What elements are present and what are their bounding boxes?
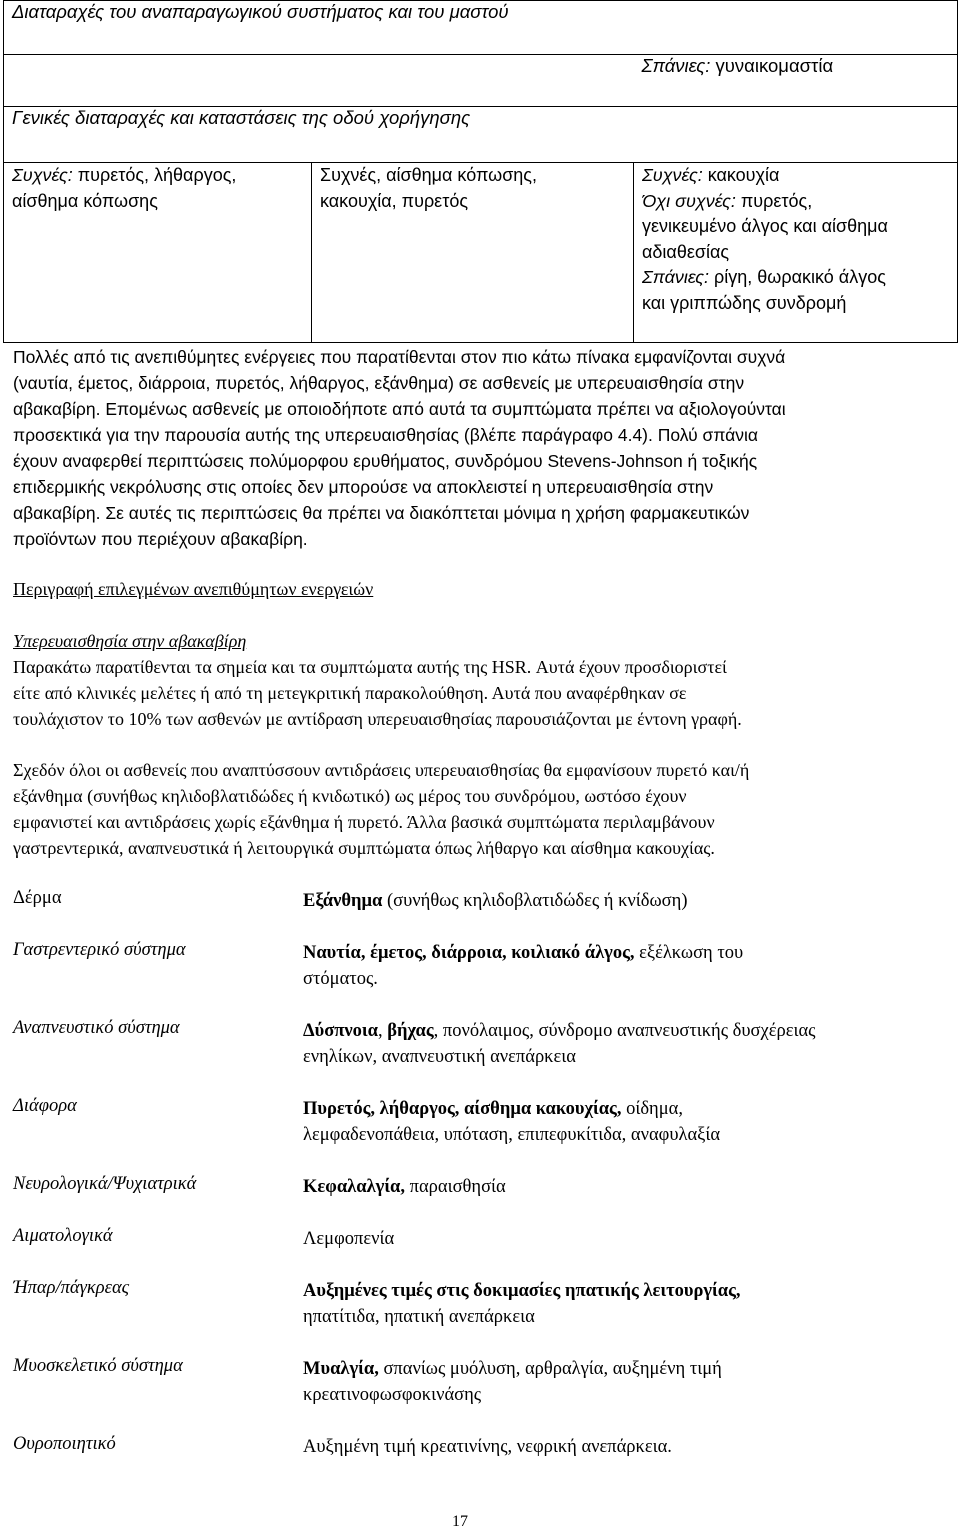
system-label: Αιματολογικά (13, 1226, 113, 1246)
general-disorders-title: Γενικές διαταραχές και καταστάσεις της οδού χορήγησης (4, 107, 958, 163)
general-col2-cell: Συχνές, αίσθημα κόπωσης, κακουχία, πυρετός (312, 163, 634, 343)
symptom-desc: Πυρετός, λήθαργος, αίσθημα κακουχίας, οίδημα, λεμφαδενοπάθεια, υπόταση, επιπεφυκίτιδα, αναφυλαξία (303, 1099, 721, 1145)
system-label: Ήπαρ/πάγκρεας (13, 1278, 130, 1298)
system-label: Διάφορα (13, 1096, 77, 1116)
general-col3-cell: Συχνές: κακουχία Όχι συχνές: πυρετός, γενικευμένο άλγος και αίσθημα αδιαθεσίας Σπάνιες: ρίγη, θωρακικό άλγος και γριππώδης συνδρομή (634, 163, 958, 343)
hsr-paragraph: Παρακάτω παρατίθενται τα σημεία και τα συμπτώματα αυτής της HSR. Αυτά έχουν προσδιοριστεί είτε από κλινικές μελέτες ή από τη μετεγκριτική παρακολούθηση. Αυτά που αναφέρθηκαν σε τουλάχιστον το 10% των ασθενών με αντίδραση υπερευαισθησίας παρουσιάζονται με έντονη γραφή. (13, 657, 742, 729)
system-label: Γαστρεντερικό σύστημα (13, 940, 186, 960)
system-label: Δέρμα (13, 888, 62, 908)
symptom-desc: Εξάνθημα (συνήθως κηλιδοβλατιδώδες ή κνίδωση) (303, 891, 688, 911)
symptom-desc: Μυαλγία, σπανίως μυόλυση, αρθραλγία, αυξημένη τιμή κρεατινοφωσφοκινάσης (303, 1359, 722, 1405)
hsr-heading: Υπερευαισθησία στην αβακαβίρη (13, 631, 247, 651)
system-label: Μυοσκελετικό σύστημα (13, 1356, 183, 1376)
adverse-reactions-table (3, 0, 958, 343)
gynecomastia-cell: Σπάνιες: γυναικομαστία (634, 55, 958, 107)
system-label: Αναπνευστικό σύστημα (13, 1018, 180, 1038)
symptom-desc: Αυξημένες τιμές στις δοκιμασίες ηπατικής λειτουργίας, ηπατίτιδα, ηπατική ανεπάρκεια (303, 1281, 741, 1327)
symptom-desc: Δύσπνοια, βήχας, πονόλαιμος, σύνδρομο αναπνευστικής δυσχέρειας ενηλίκων, αναπνευστική ανεπάρκεια (303, 1021, 816, 1067)
symptom-desc: Αυξημένη τιμή κρεατινίνης, νεφρική ανεπάρκεια. (303, 1437, 672, 1457)
general-col1-cell: Συχνές: πυρετός, λήθαργος, αίσθημα κόπωσης (4, 163, 312, 343)
almost-all-paragraph: Σχεδόν όλοι οι ασθενείς που αναπτύσσουν αντιδράσεις υπερευαισθησίας θα εμφανίσουν πυρετό και/ή εξάνθημα (συνήθως κηλιδοβλατιδώδες ή κνιδωτικό) ως μέρος του συνδρόμου, ωστόσο έχουν εμφανιστεί και αντιδράσεις χωρίς εξάνθημα ή πυρετό. Άλλα βασικά συμπτώματα περιλαμβάνουν γαστρεντερικά, αναπνευστικά ή λειτουργικά συμπτώματα όπως λήθαργο και αίσθημα κακουχίας. (13, 760, 750, 858)
symptom-desc: Κεφαλαλγία, παραισθησία (303, 1177, 506, 1197)
symptom-desc: Λεμφοπενία (303, 1229, 395, 1249)
system-label: Νευρολογικά/Ψυχιατρικά (13, 1174, 197, 1194)
selected-adverse-reactions-heading: Περιγραφή επιλεγμένων ανεπιθύμητων ενεργειών (13, 579, 374, 599)
symptom-desc: Ναυτία, έμετος, διάρροια, κοιλιακό άλγος, εξέλκωση του στόματος. (303, 943, 744, 989)
intro-paragraph: Πολλές από τις ανεπιθύμητες ενέργειες που παρατίθενται στον πιο κάτω πίνακα εμφανίζονται συχνά (ναυτία, έμετος, διάρροια, πυρετός, λήθαργος, εξάνθημα) σε ασθενείς με υπερευαισθησία στην αβακαβίρη. Επομένως ασθενείς με οποιοδήποτε από αυτά τα συμπτώματα πρέπει να αξιολογούνται προσεκτικά για την παρουσία αυτής της υπερευαισθησίας (βλέπε παράγραφο 4.4). Πολύ σπάνια έχουν αναφερθεί περιπτώσεις πολύμορφου ερυθήματος, συνδρόμου Stevens-Johnson ή τοξικής επιδερμικής νεκρόλυσης στις οποίες δεν μπορούσε να αποκλειστεί η υπερευαισθησία στην αβακαβίρη. Σε αυτές τις περιπτώσεις θα πρέπει να διακόπτεται μόνιμα η χρήση φαρμακευτικών προϊόντων που περιέχουν αβακαβίρη. (13, 347, 786, 549)
blank-cell (4, 55, 634, 107)
page-number: 17 (452, 1513, 468, 1530)
system-label: Ουροποιητικό (13, 1434, 116, 1454)
reproductive-section-title: Διαταραχές του αναπαραγωγικού συστήματος και του μαστού (4, 1, 958, 55)
